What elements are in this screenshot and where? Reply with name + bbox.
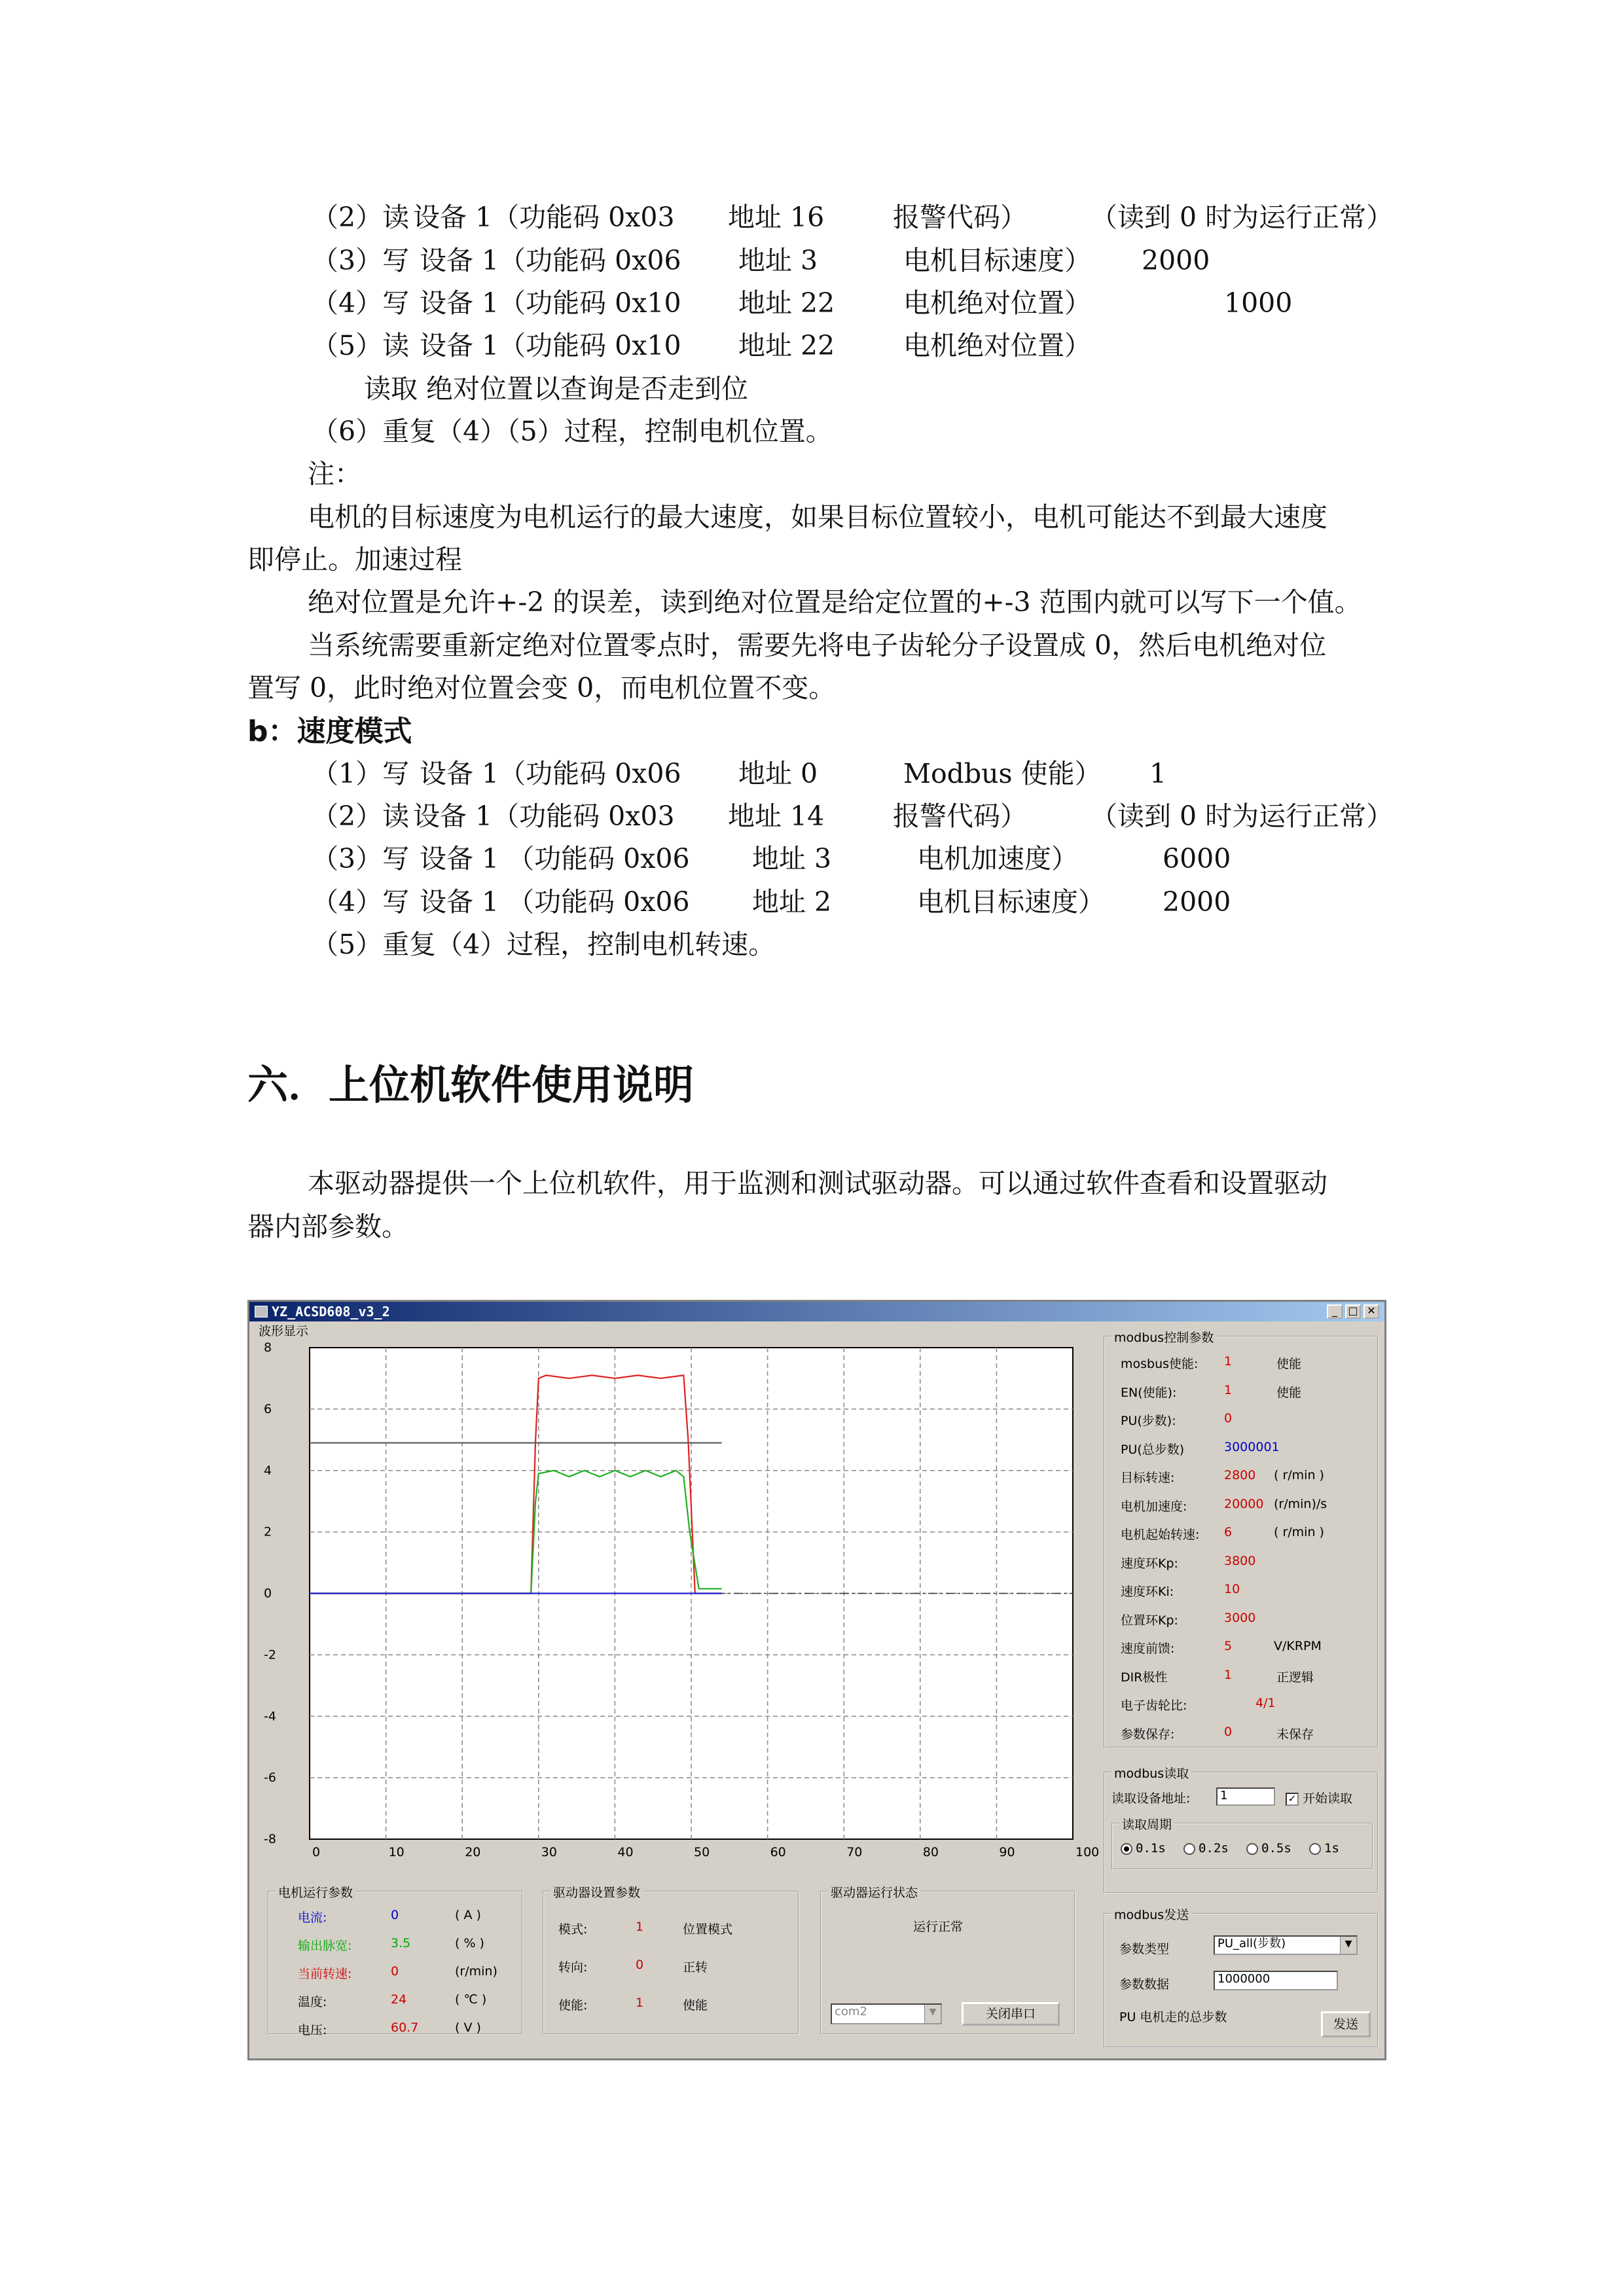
- param-type-label: 参数类型: [1119, 1942, 1170, 1956]
- port-select[interactable]: com2 ▼: [831, 2003, 942, 2024]
- note-label: 注：: [308, 458, 361, 490]
- spd-step-5: （5）重复（4）过程，控制电机转速。: [312, 929, 776, 960]
- param-desc: PU 电机走的总步数: [1119, 2010, 1227, 2024]
- ctrl-value: 0: [1224, 1724, 1233, 1739]
- ctrl-value: 6: [1224, 1525, 1233, 1539]
- ctrl-label: mosbus使能:: [1121, 1357, 1199, 1371]
- app-window: [247, 1300, 1386, 2060]
- ctrl-label: 速度环Kp:: [1121, 1556, 1178, 1571]
- y-tick-label: -4: [264, 1709, 276, 1724]
- param-type-select[interactable]: PU_all(步数) ▼: [1214, 1935, 1358, 1955]
- ctrl-label: PU(总步数): [1121, 1442, 1185, 1457]
- x-tick-label: 100: [1075, 1845, 1100, 1859]
- checkmark-icon: ✓: [1286, 1793, 1299, 1806]
- ctrl-unit: ( r/min ): [1274, 1525, 1324, 1539]
- run-status-title: 驱动器运行状态: [828, 1883, 920, 1901]
- ctrl-value: 2800: [1224, 1468, 1256, 1482]
- ctrl-label: 电机起始转速:: [1121, 1528, 1200, 1542]
- x-tick-label: 20: [465, 1845, 481, 1859]
- period-option-3[interactable]: 1s: [1309, 1841, 1339, 1856]
- motor-params-group: [268, 1886, 523, 2037]
- motor-label: 电压:: [298, 2023, 327, 2037]
- ctrl-unit: 使能: [1276, 1385, 1302, 1400]
- y-tick-label: -8: [264, 1832, 276, 1846]
- chevron-down-icon[interactable]: ▼: [1340, 1937, 1356, 1954]
- x-tick-label: 80: [922, 1845, 939, 1859]
- motor-label: 当前转速:: [298, 1967, 352, 1981]
- ctrl-value: 20000: [1224, 1496, 1264, 1511]
- motor-value: 0: [391, 1964, 399, 1979]
- radio-icon: [1246, 1843, 1258, 1855]
- motor-label: 电流:: [298, 1910, 327, 1925]
- x-tick-label: 70: [846, 1845, 863, 1859]
- wave-chart: [249, 1324, 1100, 1880]
- note-3b: 置写 0，此时绝对位置会变 0，而电机位置不变。: [247, 672, 836, 704]
- ctrl-label: 电子齿轮比:: [1121, 1698, 1187, 1713]
- ctrl-value: 3000: [1224, 1610, 1256, 1625]
- speed-mode-heading: b：速度模式: [247, 715, 412, 748]
- section-title: 六．上位机软件使用说明: [247, 1061, 695, 1109]
- note-2: 绝对位置是允许+-2 的误差，读到绝对位置是给定位置的+-3 范围内就可以写下一个值。: [308, 586, 1362, 618]
- y-tick-label: 0: [264, 1586, 272, 1601]
- x-tick-label: 40: [617, 1845, 634, 1859]
- driver-settings-title: 驱动器设置参数: [550, 1883, 643, 1901]
- ctrl-value: 1: [1224, 1382, 1233, 1397]
- motor-value: 3.5: [391, 1936, 411, 1950]
- intro-a: 本驱动器提供一个上位机软件，用于监测和测试驱动器。可以通过软件查看和设置驱动: [308, 1168, 1327, 1199]
- ctrl-label: 目标转速:: [1121, 1471, 1175, 1485]
- ctrl-value: 3800: [1224, 1553, 1256, 1568]
- read-period-title: 读取周期: [1119, 1815, 1174, 1833]
- driver-value: 1: [636, 1996, 644, 2010]
- driver-label: 转向:: [558, 1960, 588, 1975]
- ctrl-value: 5: [1224, 1639, 1233, 1653]
- close-port-button[interactable]: 关闭串口: [962, 2002, 1060, 2026]
- pos-step-6: （6）重复（4）（5）过程，控制电机位置。: [312, 416, 833, 447]
- x-tick-label: 60: [770, 1845, 786, 1859]
- ctrl-unit: (r/min)/s: [1274, 1496, 1327, 1511]
- ctrl-unit: 未保存: [1276, 1727, 1314, 1742]
- read-note: 读取 绝对位置以查询是否走到位: [364, 373, 749, 404]
- ctrl-label: EN(使能):: [1121, 1385, 1177, 1400]
- motor-params-title: 电机运行参数: [276, 1883, 355, 1901]
- motor-label: 温度:: [298, 1995, 327, 2009]
- y-tick-label: -6: [264, 1770, 276, 1785]
- ctrl-label: 速度前馈:: [1121, 1641, 1175, 1656]
- driver-label: 使能:: [558, 1998, 588, 2013]
- ctrl-unit: 使能: [1276, 1357, 1302, 1371]
- note-1b: 即停止。加速过程: [247, 544, 462, 575]
- param-data-input[interactable]: 1000000: [1214, 1971, 1338, 1990]
- note-3a: 当系统需要重新定绝对位置零点时，需要先将电子齿轮分子设置成 0，然后电机绝对位: [308, 630, 1327, 661]
- ctrl-label: 位置环Kp:: [1121, 1613, 1178, 1628]
- read-addr-input[interactable]: 1: [1216, 1787, 1275, 1806]
- driver-unit: 使能: [683, 1998, 708, 2013]
- driver-label: 模式:: [558, 1922, 588, 1937]
- motor-unit: ( A ): [455, 1908, 481, 1922]
- modbus-send-group: [1104, 1908, 1379, 2048]
- ctrl-unit: V/KRPM: [1274, 1639, 1322, 1653]
- maximize-icon[interactable]: □: [1345, 1304, 1361, 1319]
- modbus-read-group: [1104, 1767, 1379, 1893]
- read-addr-label: 读取设备地址:: [1111, 1791, 1191, 1806]
- radio-icon: [1183, 1843, 1195, 1855]
- y-tick-label: 8: [264, 1340, 272, 1355]
- x-tick-label: 30: [541, 1845, 557, 1859]
- motor-unit: ( % ): [455, 1936, 484, 1950]
- y-tick-label: 4: [264, 1463, 272, 1478]
- y-tick-label: 2: [264, 1524, 272, 1539]
- title-bar: [249, 1302, 1384, 1321]
- modbus-control-title: modbus控制参数: [1111, 1328, 1216, 1346]
- ctrl-value: 1: [1224, 1354, 1233, 1369]
- motor-label: 输出脉宽:: [298, 1939, 352, 1953]
- period-option-0[interactable]: 0.1s: [1121, 1841, 1166, 1856]
- minimize-icon[interactable]: _: [1327, 1304, 1343, 1319]
- start-read-checkbox[interactable]: ✓ 开始读取: [1286, 1789, 1352, 1806]
- run-status-group: [820, 1886, 1075, 2035]
- wave-label: 波形显示: [259, 1324, 309, 1338]
- motor-unit: (r/min): [455, 1964, 497, 1979]
- period-option-2[interactable]: 0.5s: [1246, 1841, 1291, 1856]
- motor-unit: ( ℃ ): [455, 1992, 487, 2007]
- modbus-send-title: modbus发送: [1111, 1905, 1191, 1923]
- ctrl-value: 10: [1224, 1582, 1240, 1596]
- modbus-read-title: modbus读取: [1111, 1764, 1191, 1782]
- chevron-down-icon[interactable]: ▼: [924, 2005, 941, 2023]
- ctrl-unit: ( r/min ): [1274, 1468, 1324, 1482]
- window-title: YZ_ACSD608_v3_2: [272, 1304, 390, 1319]
- driver-unit: 位置模式: [683, 1922, 733, 1937]
- driver-unit: 正转: [683, 1960, 708, 1975]
- x-tick-label: 90: [999, 1845, 1015, 1859]
- ctrl-value: 1: [1224, 1667, 1233, 1682]
- motor-value: 60.7: [391, 2020, 419, 2035]
- radio-icon: [1121, 1843, 1132, 1855]
- driver-value: 0: [636, 1958, 644, 1972]
- ctrl-value: 4/1: [1255, 1696, 1276, 1710]
- x-tick-label: 0: [312, 1845, 321, 1859]
- close-icon[interactable]: ✕: [1363, 1304, 1379, 1319]
- y-tick-label: 6: [264, 1401, 272, 1416]
- app-icon: [255, 1306, 268, 1318]
- intro-b: 器内部参数。: [247, 1211, 408, 1242]
- motor-unit: ( V ): [455, 2020, 481, 2035]
- x-tick-label: 50: [694, 1845, 710, 1859]
- y-tick-label: -2: [264, 1647, 276, 1662]
- x-tick-label: 10: [388, 1845, 405, 1859]
- radio-icon: [1309, 1843, 1321, 1855]
- driver-settings-group: [543, 1886, 799, 2035]
- run-status-text: 运行正常: [913, 1920, 964, 1934]
- motor-value: 0: [391, 1908, 399, 1922]
- period-option-1[interactable]: 0.2s: [1183, 1841, 1229, 1856]
- ctrl-label: DIR极性: [1121, 1670, 1168, 1685]
- read-period-group: [1111, 1818, 1373, 1870]
- param-data-label: 参数数据: [1119, 1977, 1170, 1992]
- send-button[interactable]: 发送: [1321, 2011, 1371, 2037]
- ctrl-label: 电机加速度:: [1121, 1499, 1187, 1514]
- ctrl-label: PU(步数):: [1121, 1414, 1176, 1428]
- driver-value: 1: [636, 1920, 644, 1934]
- ctrl-unit: 正逻辑: [1276, 1670, 1314, 1685]
- ctrl-label: 速度环Ki:: [1121, 1585, 1174, 1599]
- modbus-control-group: [1104, 1331, 1379, 1748]
- note-1a: 电机的目标速度为电机运行的最大速度，如果目标位置较小，电机可能达不到最大速度: [308, 501, 1327, 533]
- ctrl-value: 0: [1224, 1411, 1233, 1426]
- ctrl-label: 参数保存:: [1121, 1727, 1175, 1742]
- ctrl-value: 3000001: [1224, 1439, 1280, 1454]
- motor-value: 24: [391, 1992, 407, 2007]
